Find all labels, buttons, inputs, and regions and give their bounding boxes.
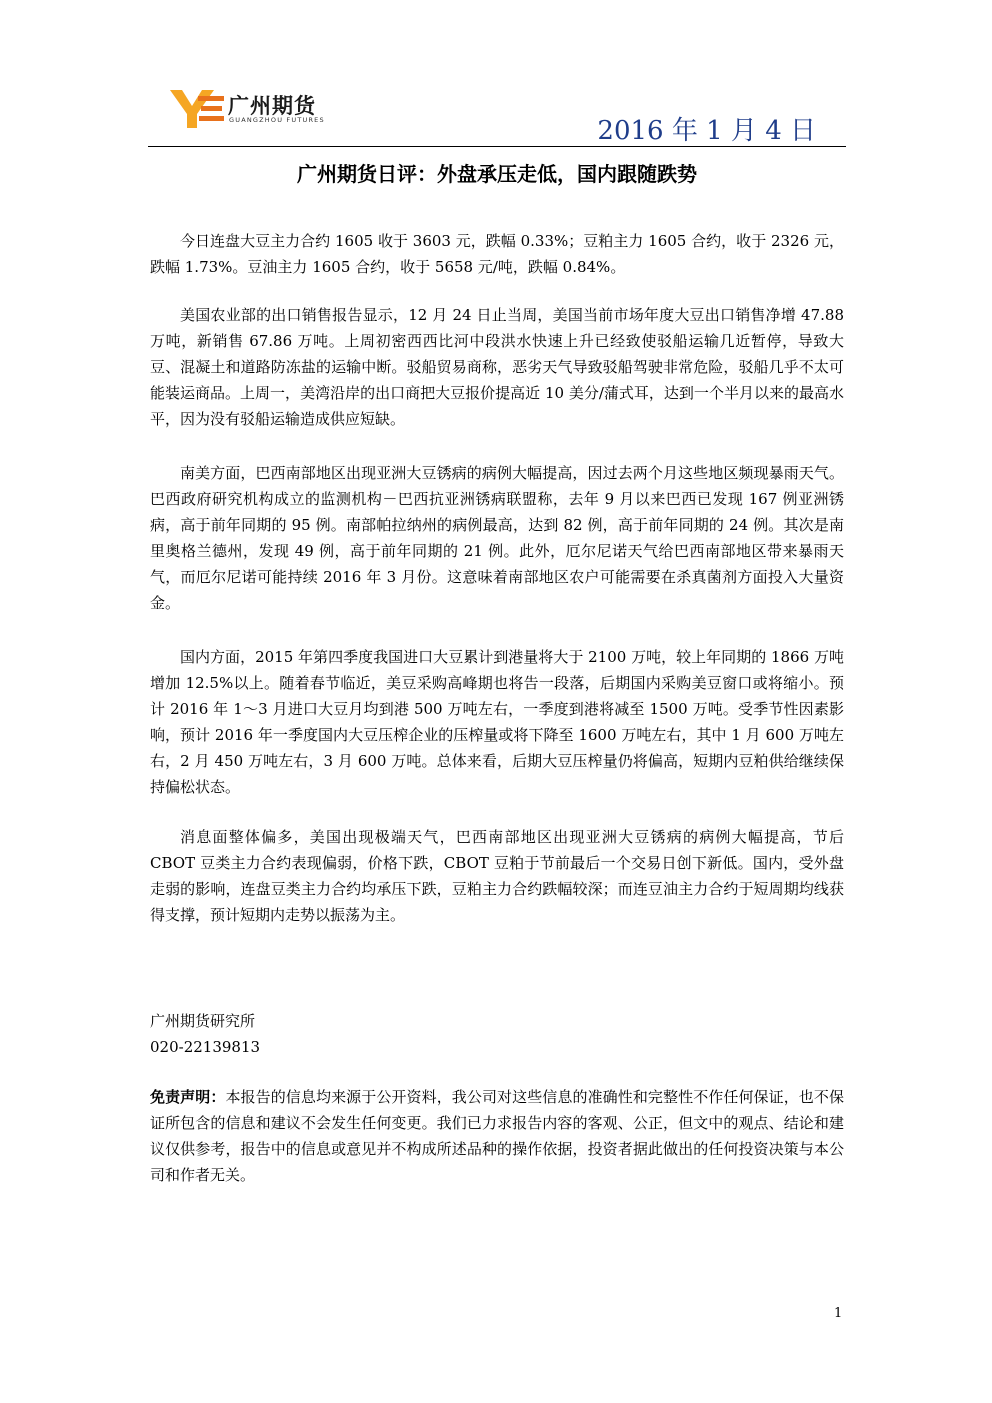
paragraph-domestic: 国内方面，2015 年第四季度我国进口大豆累计到港量将大于 2100 万吨，较上年同期的 1866 万吨增加 12.5%以上。随着春节临近，美豆采购高峰期也将告一段落，后期国内采购美豆窗口或将缩小。预计 2016 年 1～3 月进口大豆月均到港 500 万吨左右，一季度到港将减至 1500 万吨。受季节性因素影响，预计 2016 年一季度国内大豆压榨企业的压榨量或将下降至 1600 万吨左右，其中 1 月 600 万吨左右，2 月 450 万吨左右，3 月 600 万吨。总体来看，后期大豆压榨量仍将偏高，短期内豆粕供给继续保持偏松状态。 [150, 648, 844, 796]
paragraph-south-america: 南美方面，巴西南部地区出现亚洲大豆锈病的病例大幅提高，因过去两个月这些地区频现暴雨天气。巴西政府研究机构成立的监测机构－巴西抗亚洲锈病联盟称，去年 9 月以来巴西已发现 167 例亚洲锈病，高于前年同期的 95 例。南部帕拉纳州的病例最高，达到 82 例，高于前年同期的 24 例。其次是南里奥格兰德州，发现 49 例，高于前年同期的 21 例。此外，厄尔尼诺天气给巴西南部地区带来暴雨天气，而厄尔尼诺可能持续 2016 年 3 月份。这意味着南部地区农户可能需要在杀真菌剂方面投入大量资金。 [150, 464, 844, 612]
paragraph-us-exports: 美国农业部的出口销售报告显示，12 月 24 日止当周，美国当前市场年度大豆出口销售净增 47.88 万吨，新销售 67.86 万吨。上周初密西西比河中段洪水快速上升已经致使驳船运输几近暂停，导致大豆、混凝土和道路防冻盐的运输中断。驳船贸易商称，恶劣天气导致驳船驾驶非常危险，驳船几乎不太可能装运商品。上周一，美湾沿岸的出口商把大豆报价提高近 10 美分/蒲式耳，达到一个半月以来的最高水平，因为没有驳船运输造成供应短缺。 [150, 306, 844, 428]
company-name-en: GUANGZHOU FUTURES [229, 116, 325, 124]
guangzhou-futures-logo-icon [168, 86, 228, 130]
paragraph-market-close: 今日连盘大豆主力合约 1605 收于 3603 元，跌幅 0.33%；豆粕主力 1605 合约，收于 2326 元，跌幅 1.73%。豆油主力 1605 合约，收于 5658 元/吨，跌幅 0.84%。 [150, 232, 844, 276]
report-date: 2016 年 1 月 4 日 [597, 116, 816, 146]
report-title: 广州期货日评：外盘承压走低，国内跟随跌势 [297, 162, 697, 186]
company-logo [168, 86, 368, 136]
disclaimer-label: 免责声明： [150, 1088, 226, 1106]
institute-name: 广州期货研究所 [150, 1012, 256, 1030]
disclaimer-text: 本报告的信息均来源于公开资料，我公司对这些信息的准确性和完整性不作任何保证，也不保证所包含的信息和建议不会发生任何变更。我们已力求报告内容的客观、公正，但文中的观点、结论和建议仅供参考，报告中的信息或意见并不构成所述品种的操作依据，投资者据此做出的任何投资决策与本公司和作者无关。 [150, 1088, 844, 1184]
contact-phone: 020-22139813 [150, 1038, 261, 1056]
company-name: 广州期货 [228, 94, 316, 118]
document-header [148, 82, 846, 147]
disclaimer [150, 1084, 844, 1188]
page-number: 1 [834, 1306, 843, 1321]
paragraph-summary: 消息面整体偏多，美国出现极端天气，巴西南部地区出现亚洲大豆锈病的病例大幅提高，节后 CBOT 豆类主力合约表现偏弱，价格下跌，CBOT 豆粕于节前最后一个交易日创下新低。国内，受外盘走弱的影响，连盘豆类主力合约均承压下跌，豆粕主力合约跌幅较深；而连豆油主力合约于短周期均线获得支撑，预计短期内走势以振荡为主。 [150, 828, 844, 924]
